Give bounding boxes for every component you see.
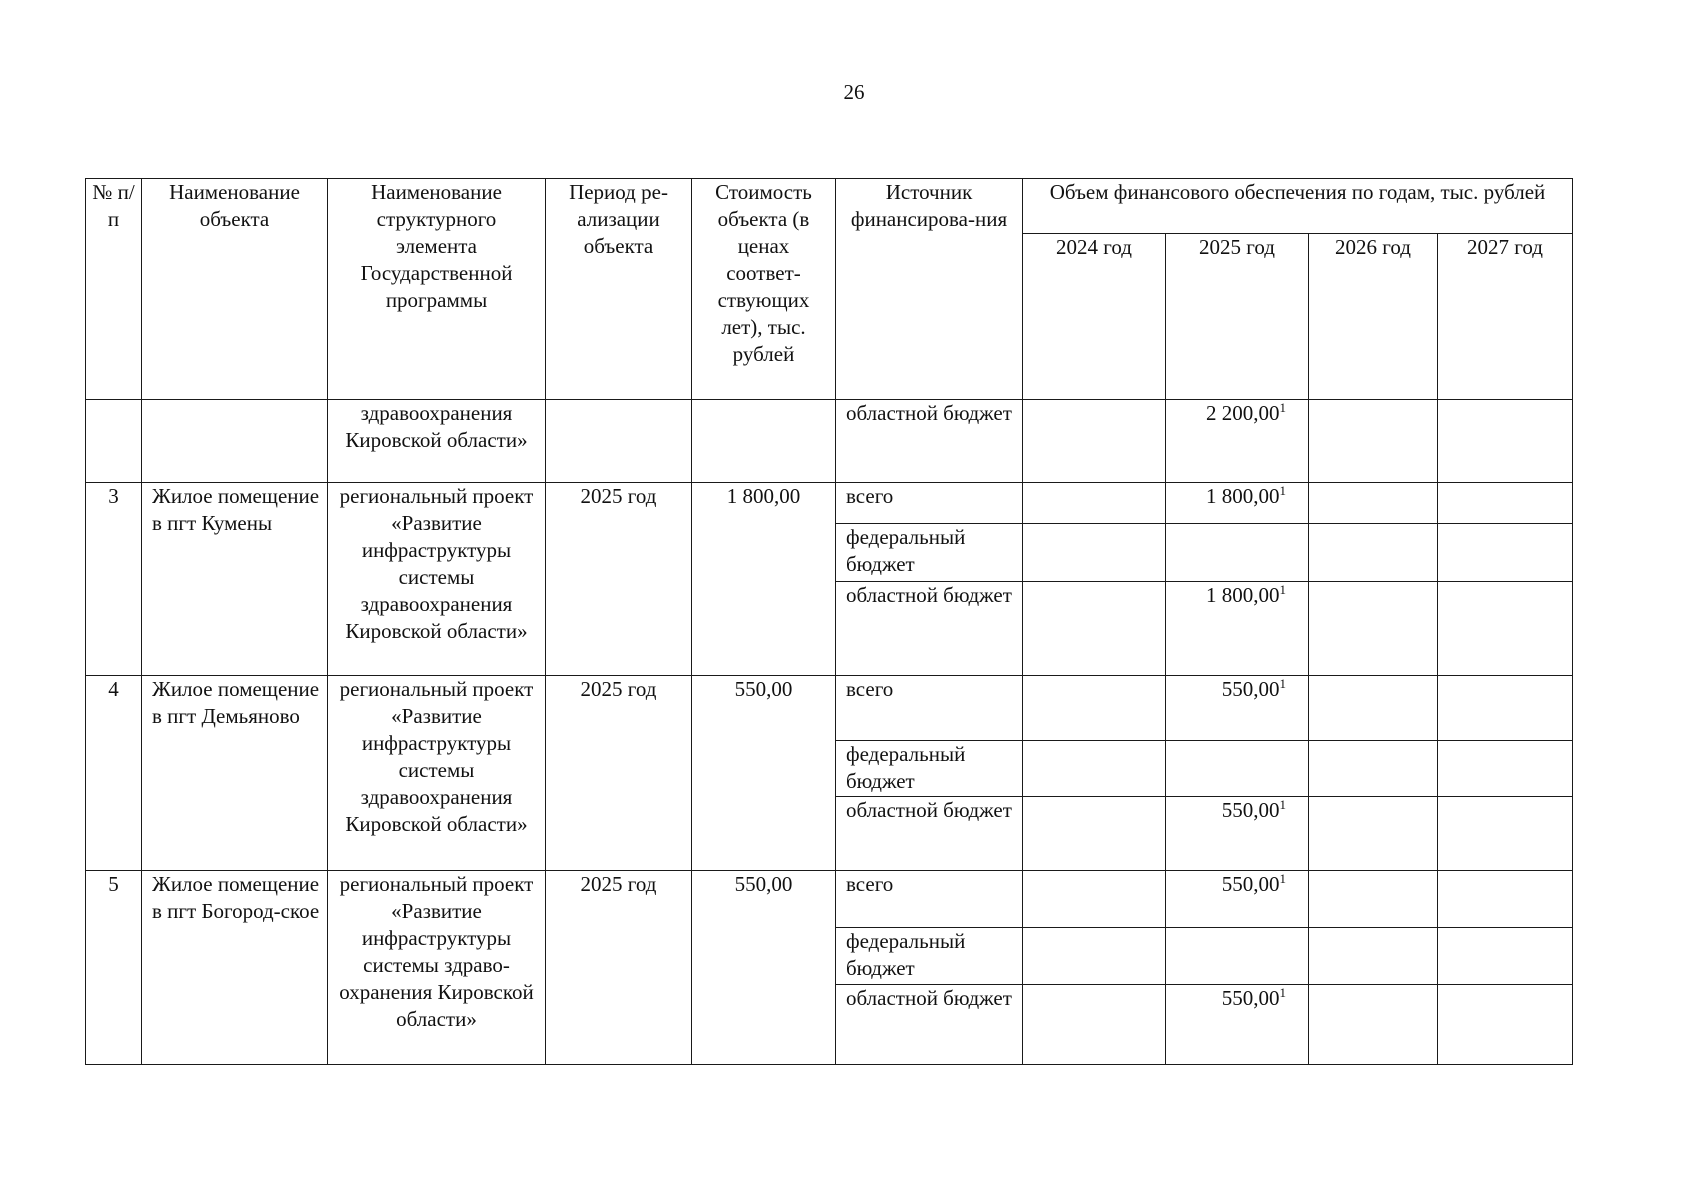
cell-object-name: Жилое помещение в пгт Демьяново xyxy=(142,676,328,871)
cell-num: 3 xyxy=(86,483,142,676)
table-row xyxy=(86,676,1573,741)
cell-2024 xyxy=(1023,871,1166,928)
cell-2024 xyxy=(1023,741,1166,797)
cell-num xyxy=(86,400,142,483)
value-2025: 550,00 xyxy=(1221,798,1280,822)
cell-source: федеральный бюджет xyxy=(836,741,1023,797)
table-row xyxy=(86,400,1573,483)
cell-source: областной бюджет xyxy=(836,400,1023,483)
cell-2025 xyxy=(1166,928,1309,985)
header-cost: Стоимость объекта (в ценах соответ-ствующих лет), тыс. рублей xyxy=(692,179,836,400)
cell-2024 xyxy=(1023,985,1166,1065)
cell-num: 4 xyxy=(86,676,142,871)
header-num: № п/п xyxy=(86,179,142,400)
cell-2026 xyxy=(1309,928,1438,985)
cell-2027 xyxy=(1438,797,1573,871)
cell-2027 xyxy=(1438,483,1573,524)
cell-period: 2025 год xyxy=(546,676,692,871)
cell-structural-element: региональный проект «Развитие инфраструктуры системы здравоохранения Кировской области» xyxy=(328,676,546,871)
cell-2026 xyxy=(1309,582,1438,676)
cell-source: областной бюджет xyxy=(836,582,1023,676)
cell-2027 xyxy=(1438,582,1573,676)
cell-num: 5 xyxy=(86,871,142,1065)
cell-2026 xyxy=(1309,400,1438,483)
cell-2027 xyxy=(1438,928,1573,985)
footnote-mark: 1 xyxy=(1279,483,1286,498)
cell-2024 xyxy=(1023,524,1166,582)
cell-2024 xyxy=(1023,483,1166,524)
cell-source: областной бюджет xyxy=(836,797,1023,871)
cell-2027 xyxy=(1438,524,1573,582)
header-year-2024: 2024 год xyxy=(1023,234,1166,400)
cell-2025 xyxy=(1166,582,1309,676)
footnote-mark: 1 xyxy=(1279,582,1286,597)
footnote-mark: 1 xyxy=(1279,871,1286,886)
cell-source: всего xyxy=(836,871,1023,928)
cell-source: всего xyxy=(836,483,1023,524)
cell-2024 xyxy=(1023,400,1166,483)
cell-structural-element: здравоохранения Кировской области» xyxy=(328,400,546,483)
header-year-2025: 2025 год xyxy=(1166,234,1309,400)
cell-2025 xyxy=(1166,871,1309,928)
cell-2025 xyxy=(1166,741,1309,797)
header-year-2027: 2027 год xyxy=(1438,234,1573,400)
cell-object-name xyxy=(142,400,328,483)
header-object-name: Наименование объекта xyxy=(142,179,328,400)
cell-source: областной бюджет xyxy=(836,985,1023,1065)
cell-2027 xyxy=(1438,676,1573,741)
cell-2027 xyxy=(1438,400,1573,483)
cell-period: 2025 год xyxy=(546,871,692,1065)
cell-period xyxy=(546,400,692,483)
cell-structural-element: региональный проект «Развитие инфраструктуры системы здравоохранения Кировской области» xyxy=(328,483,546,676)
header-structural-element: Наименование структурного элемента Государственной программы xyxy=(328,179,546,400)
cell-2025 xyxy=(1166,676,1309,741)
cell-2024 xyxy=(1023,676,1166,741)
cell-2027 xyxy=(1438,985,1573,1065)
value-2025: 1 800,00 xyxy=(1206,583,1280,607)
footnote-mark: 1 xyxy=(1279,985,1286,1000)
cell-2025 xyxy=(1166,985,1309,1065)
table-row xyxy=(86,871,1573,928)
value-2025: 550,00 xyxy=(1221,986,1280,1010)
value-2025: 550,00 xyxy=(1221,872,1280,896)
value-2025: 2 200,00 xyxy=(1206,401,1280,425)
cell-object-name: Жилое помещение в пгт Богород-ское xyxy=(142,871,328,1065)
cell-2026 xyxy=(1309,483,1438,524)
cell-object-name: Жилое помещение в пгт Кумены xyxy=(142,483,328,676)
header-year-2026: 2026 год xyxy=(1309,234,1438,400)
cell-cost: 1 800,00 xyxy=(692,483,836,676)
cell-source: федеральный бюджет xyxy=(836,524,1023,582)
cell-2025 xyxy=(1166,524,1309,582)
cell-2026 xyxy=(1309,797,1438,871)
cell-2026 xyxy=(1309,741,1438,797)
cell-2024 xyxy=(1023,797,1166,871)
footnote-mark: 1 xyxy=(1279,400,1286,415)
cell-2027 xyxy=(1438,871,1573,928)
cell-2026 xyxy=(1309,985,1438,1065)
header-period: Период ре-ализации объекта xyxy=(546,179,692,400)
cell-period: 2025 год xyxy=(546,483,692,676)
cell-source: федеральный бюджет xyxy=(836,928,1023,985)
table-row xyxy=(86,483,1573,524)
cell-cost: 550,00 xyxy=(692,676,836,871)
cell-2024 xyxy=(1023,928,1166,985)
footnote-mark: 1 xyxy=(1279,797,1286,812)
financing-table xyxy=(85,178,1573,1065)
cell-structural-element: региональный проект «Развитие инфраструктуры системы здраво-охранения Кировской области» xyxy=(328,871,546,1065)
cell-2025 xyxy=(1166,483,1309,524)
cell-2026 xyxy=(1309,871,1438,928)
cell-source: всего xyxy=(836,676,1023,741)
cell-cost xyxy=(692,400,836,483)
value-2025: 1 800,00 xyxy=(1206,484,1280,508)
cell-2024 xyxy=(1023,582,1166,676)
value-2025: 550,00 xyxy=(1221,677,1280,701)
header-volume: Объем финансового обеспечения по годам, тыс. рублей xyxy=(1023,179,1573,234)
cell-2026 xyxy=(1309,676,1438,741)
cell-2025 xyxy=(1166,400,1309,483)
page-number: 26 xyxy=(843,80,865,104)
cell-2026 xyxy=(1309,524,1438,582)
header-source: Источник финансирова-ния xyxy=(836,179,1023,400)
cell-2025 xyxy=(1166,797,1309,871)
cell-2027 xyxy=(1438,741,1573,797)
cell-cost: 550,00 xyxy=(692,871,836,1065)
footnote-mark: 1 xyxy=(1279,676,1286,691)
header-row xyxy=(86,179,1573,234)
